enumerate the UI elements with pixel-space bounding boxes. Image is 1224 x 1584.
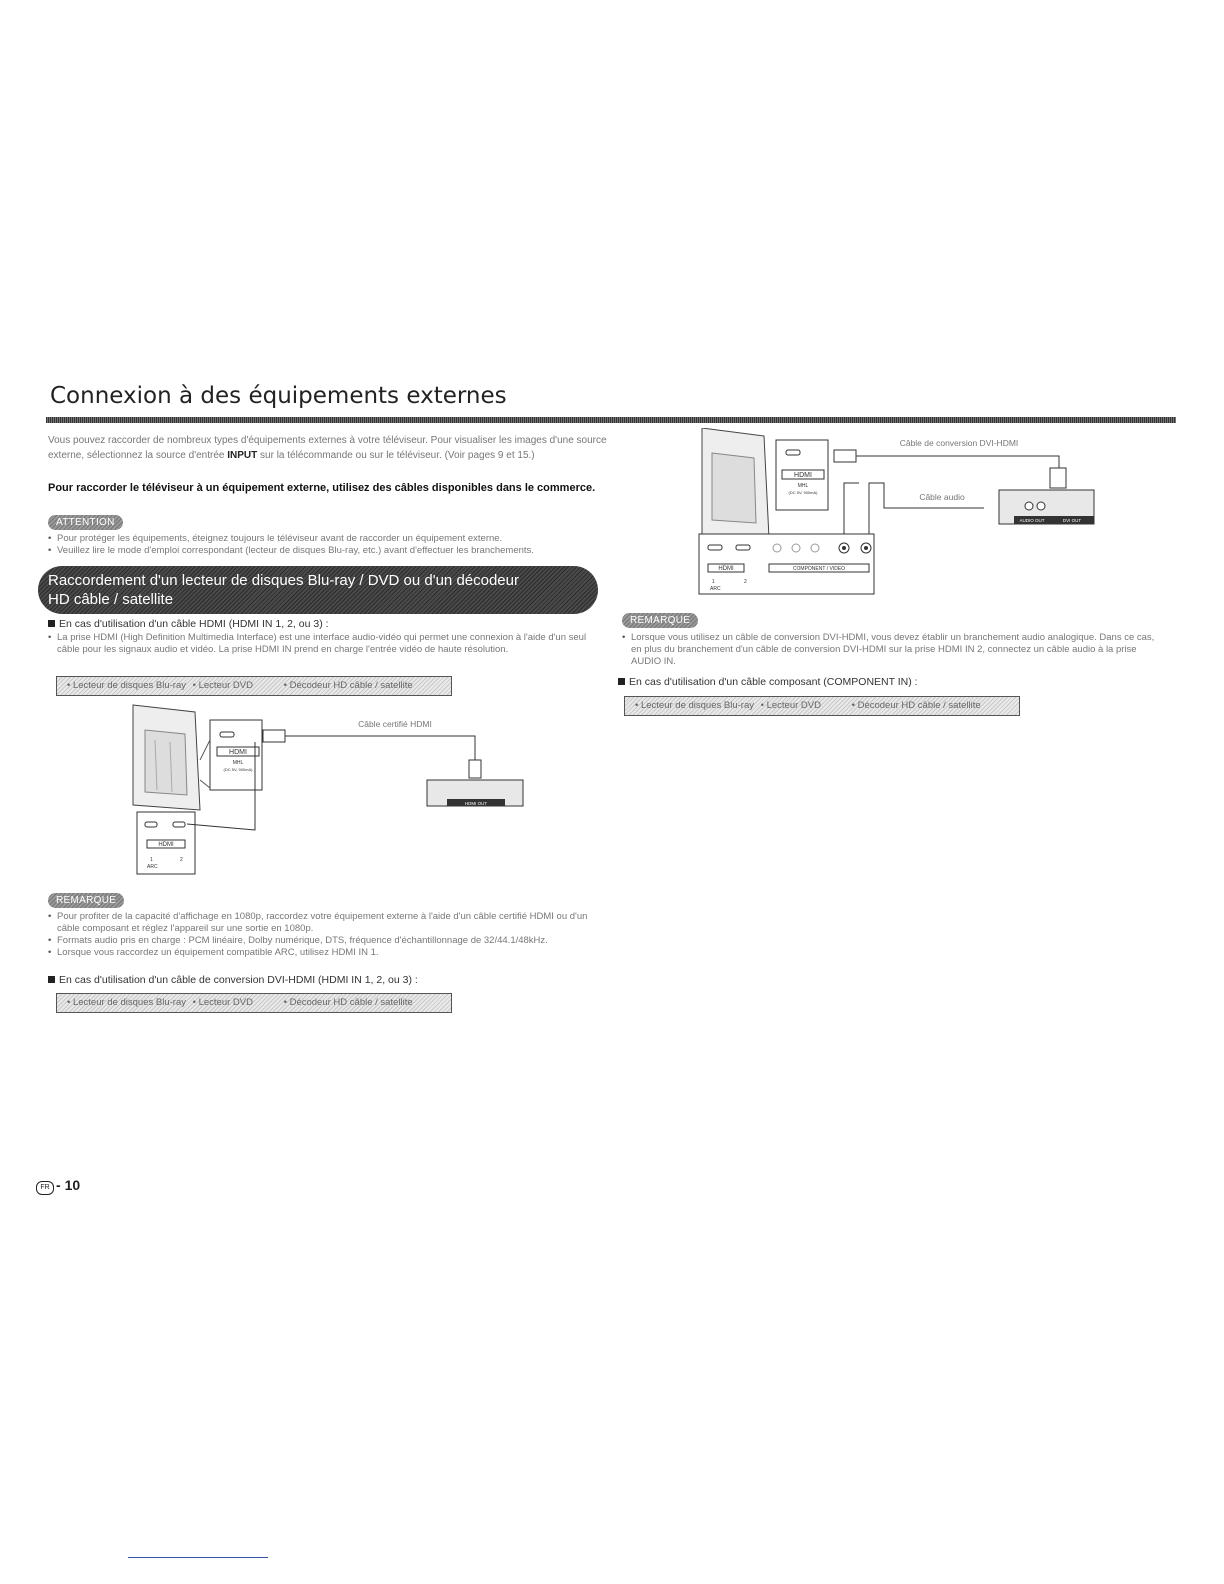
component-device-box [624, 696, 1020, 716]
audio-cable-label: Câble audio [919, 492, 965, 502]
section-banner-line1: Raccordement d'un lecteur de disques Blu-ray / DVD ou d'un décodeur [48, 572, 519, 589]
remarque-label: REMARQUE [48, 893, 124, 908]
device-dvd: • Lecteur DVD [192, 997, 253, 1008]
hdmi-out-text: HDMI OUT [464, 801, 488, 806]
device-bluray: • Lecteur de disques Blu-ray [67, 997, 186, 1008]
dvi-connection-diagram [694, 428, 1114, 598]
attention-list [48, 533, 618, 557]
intro-part1: Vous pouvez raccorder de nombreux types d'équipements externes à votre téléviseur. Pour visualiser les images d'une source externe, sélectionnez la source d'entrée [48, 435, 607, 461]
hdmi-port-text: HDMI [229, 749, 247, 756]
dvi-cable-label: Câble de conversion DVI-HDMI [899, 438, 1019, 448]
page-number: FR - 10 [36, 1177, 80, 1195]
arc-text: ARC [147, 864, 158, 870]
dvi-out-text: DVI OUT [1062, 518, 1082, 523]
list-item: • Veuillez lire le mode d'emploi correspondant (lecteur de disques Blu-ray, etc.) avant d'effectuer les branchements. [48, 545, 618, 557]
component-label: COMPONENT / VIDEO [792, 566, 846, 572]
bold-note: Pour raccorder le téléviseur à un équipement externe, utilisez des câbles disponibles dans le commerce. [48, 482, 596, 494]
title-rule [46, 417, 1176, 423]
square-bullet-icon [48, 620, 55, 627]
fr-language-icon: FR [36, 1181, 54, 1195]
intro-text [48, 433, 608, 463]
list-item: • Lorsque vous raccordez un équipement compatible ARC, utilisez HDMI IN 1. [48, 947, 608, 959]
device-dvd: • Lecteur DVD [192, 680, 253, 691]
hdmi-subhead [48, 618, 608, 631]
device-decoder: • Décodeur HD câble / satellite [283, 997, 413, 1008]
arc-text: ARC [710, 586, 721, 592]
dvi-diagram-svg [694, 428, 1114, 598]
dvi-subhead-text: En cas d'utilisation d'un câble de conversion DVI-HDMI (HDMI IN 1, 2, ou 3) : [59, 974, 418, 986]
hdmi-diagram-svg [125, 700, 535, 880]
attention-badge [48, 512, 123, 530]
remarque-list [48, 911, 608, 959]
component-subhead [618, 676, 1178, 689]
remarque-list [622, 632, 1167, 668]
hdmi-subhead-text: En cas d'utilisation d'un câble HDMI (HDMI IN 1, 2, ou 3) : [59, 618, 329, 630]
hdmi-port-text: HDMI [794, 472, 812, 479]
page-number-value: 10 [64, 1177, 81, 1193]
port-2: 2 [180, 857, 183, 863]
device-dvd: • Lecteur DVD [760, 700, 821, 711]
device-bluray: • Lecteur de disques Blu-ray [67, 680, 186, 691]
hdmi-plug-icon [263, 730, 285, 742]
remarque-badge [48, 890, 124, 908]
remarque-label: REMARQUE [622, 613, 698, 628]
bottom-link-line [128, 1557, 268, 1558]
section-banner-line2: HD câble / satellite [48, 591, 174, 608]
mhl-text: MHL [232, 760, 244, 766]
attention-label: ATTENTION [48, 515, 123, 530]
hdmi-bullets [48, 632, 588, 656]
port-1: 1 [712, 579, 715, 585]
intro-part2: sur la télécommande ou sur le téléviseur. (Voir pages 9 et 15.) [257, 450, 535, 461]
device-decoder: • Décodeur HD câble / satellite [283, 680, 413, 691]
list-item: • Lorsque vous utilisez un câble de conversion DVI-HDMI, vous devez établir un branchement audio analogique. Dans ce cas, en plus du branchement d'un câble de conversion DVI-HDMI sur la prise HDMI IN 2, connectez un câble audio à la prise AUDIO IN. [622, 632, 1167, 668]
device-bluray: • Lecteur de disques Blu-ray [635, 700, 754, 711]
tv-back-icon [702, 428, 769, 538]
list-item: • La prise HDMI (High Definition Multimedia Interface) est une interface audio-vidéo qui permet une connexion à l'aide d'un seul câble pour les signaux audio et vidéo. La prise HDMI IN prend en charge l'entrée vidéo de haute résolution. [48, 632, 588, 656]
tv-back-icon [133, 705, 200, 810]
list-item: • Formats audio pris en charge : PCM linéaire, Dolby numérique, DTS, fréquence d'échantillonnage de 32/44.1/48kHz. [48, 935, 608, 947]
hdmi-connection-diagram [125, 700, 535, 880]
list-item: • Pour profiter de la capacité d'affichage en 1080p, raccordez votre équipement externe à l'aide d'un câble certifié HDMI ou d'un câble composant et réglez l'appareil sur une sortie en 1080p. [48, 911, 608, 935]
hdmi-plug-icon [834, 450, 856, 462]
dvi-subhead [48, 974, 608, 987]
hdmi-device-box [56, 676, 452, 696]
mhl-text: MHL [797, 483, 809, 489]
page-title: Connexion à des équipements externes [50, 383, 507, 409]
mhl-spec-text: (DC 5V, 900mA) [788, 490, 818, 495]
audio-out-text: AUDIO OUT [1019, 518, 1045, 523]
square-bullet-icon [618, 678, 625, 685]
intro-input-key: INPUT [227, 450, 258, 461]
port-2: 2 [744, 579, 747, 585]
hdmi-panel-text: HDMI [158, 842, 174, 848]
dvi-plug-icon [1050, 468, 1066, 488]
hdmi-cable-label: Câble certifié HDMI [358, 719, 432, 729]
square-bullet-icon [48, 976, 55, 983]
device-decoder: • Décodeur HD câble / satellite [851, 700, 981, 711]
list-item: • Pour protéger les équipements, éteignez toujours le téléviseur avant de raccorder un équipement externe. [48, 533, 618, 545]
remarque-badge [622, 610, 698, 628]
port-1: 1 [150, 857, 153, 863]
hdmi-panel-text: HDMI [718, 566, 734, 572]
dvi-device-box [56, 993, 452, 1013]
component-subhead-text: En cas d'utilisation d'un câble composant (COMPONENT IN) : [629, 676, 918, 688]
section-banner [38, 566, 598, 614]
mhl-spec-text: (DC 5V, 900mA) [223, 767, 253, 772]
